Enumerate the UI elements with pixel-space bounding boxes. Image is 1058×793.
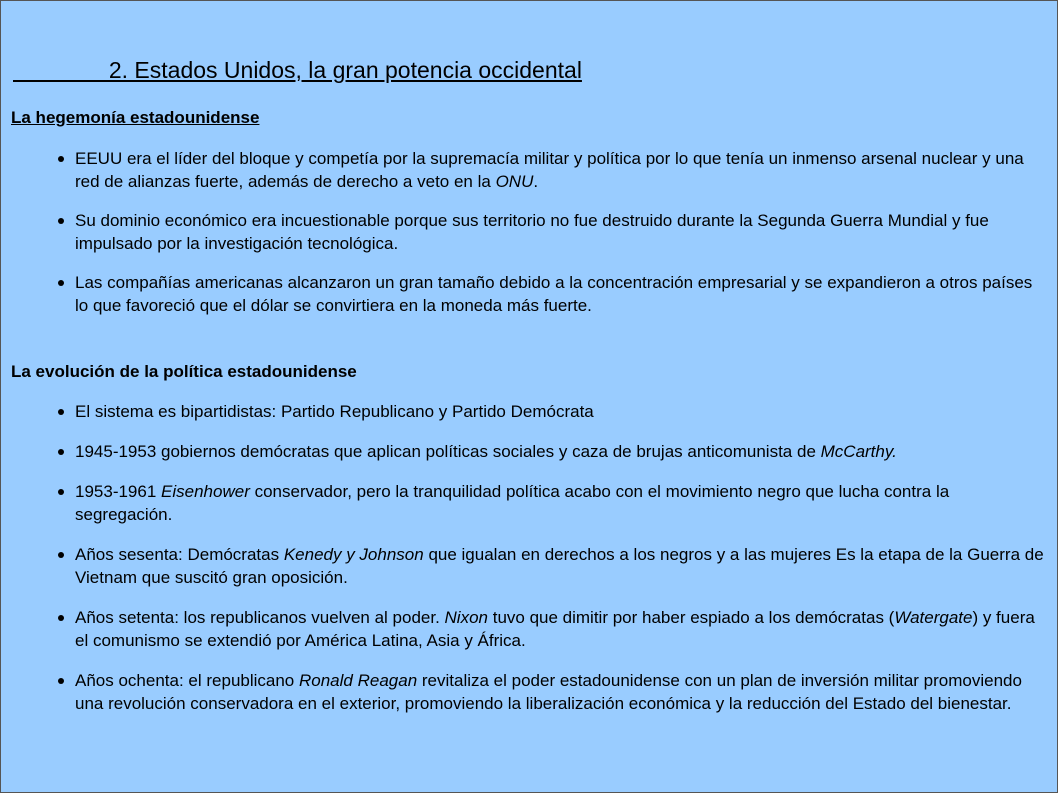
- bullet-list-evolucion: [57, 400, 1047, 732]
- text-segment: 1945-1953 gobiernos demócratas que aplican políticas sociales y caza de brujas anticomunista de: [75, 442, 821, 461]
- italic-text: Ronald Reagan: [299, 671, 418, 690]
- text-segment: Años setenta: los republicanos vuelven al poder.: [75, 608, 445, 627]
- bullet-item: [57, 440, 1047, 463]
- italic-text: Eisenhower: [161, 482, 250, 501]
- text-segment: conservador, pero la tranquilidad política acabo con el movimiento negro que lucha contra la segregación.: [75, 482, 950, 524]
- italic-text: Nixon: [444, 608, 488, 627]
- text-segment: Años ochenta: el republicano: [75, 671, 299, 690]
- bullet-item: [57, 480, 1047, 526]
- text-segment: tuvo que dimitir por haber espiado a los demócratas (: [488, 608, 895, 627]
- section-heading-hegemonia: La hegemonía estadounidense: [11, 108, 260, 127]
- bullet-item: [57, 669, 1047, 715]
- bullet-item: [57, 400, 1047, 423]
- bullet-item: [57, 209, 1047, 255]
- text-segment: El sistema es bipartidistas: Partido Republicano y Partido Demócrata: [75, 402, 594, 421]
- italic-text: McCarthy.: [820, 442, 897, 461]
- italic-text: Kenedy y Johnson: [283, 545, 424, 564]
- bullet-item: [57, 271, 1047, 317]
- italic-text: ONU: [495, 172, 534, 191]
- section-heading-evolucion: La evolución de la política estadounidense: [11, 362, 357, 381]
- text-segment: .: [533, 172, 539, 191]
- text-segment: Su dominio económico era incuestionable porque sus territorio no fue destruido durante la Segunda Guerra Mundial y fue impulsado por la investigación tecnológica.: [75, 211, 989, 253]
- text-segment: ) y fuera el comunismo se extendió por América Latina, Asia y África.: [75, 608, 1035, 650]
- text-segment: revitaliza el poder estadounidense con un plan de inversión militar promoviendo una revolución conservadora en el exterior, promoviendo la liberalización económica y la reducción del Estado del bienestar.: [75, 671, 1022, 713]
- text-segment: EEUU era el líder del bloque y competía por la supremacía militar y política por lo que tenía un inmenso arsenal nuclear y una red de alianzas fuerte, además de derecho a veto en la: [75, 149, 1024, 191]
- bullet-item: [57, 606, 1047, 652]
- bullet-list-hegemonia: [57, 147, 1047, 333]
- text-segment: 1953-1961: [75, 482, 162, 501]
- text-segment: que igualan en derechos a los negros y a las mujeres Es la etapa de la Guerra de Vietnam que suscitó gran oposición.: [75, 545, 1044, 587]
- text-segment: Las compañías americanas alcanzaron un gran tamaño debido a la concentración empresarial y se expandieron a otros países lo que favoreció que el dólar se convirtiera en la moneda más fuerte.: [75, 273, 1033, 315]
- text-segment: Años sesenta: Demócratas: [75, 545, 284, 564]
- bullet-item: [57, 543, 1047, 589]
- italic-text: Watergate: [894, 608, 973, 627]
- page-title: 2. Estados Unidos, la gran potencia occidental: [13, 57, 582, 83]
- bullet-item: [57, 147, 1047, 193]
